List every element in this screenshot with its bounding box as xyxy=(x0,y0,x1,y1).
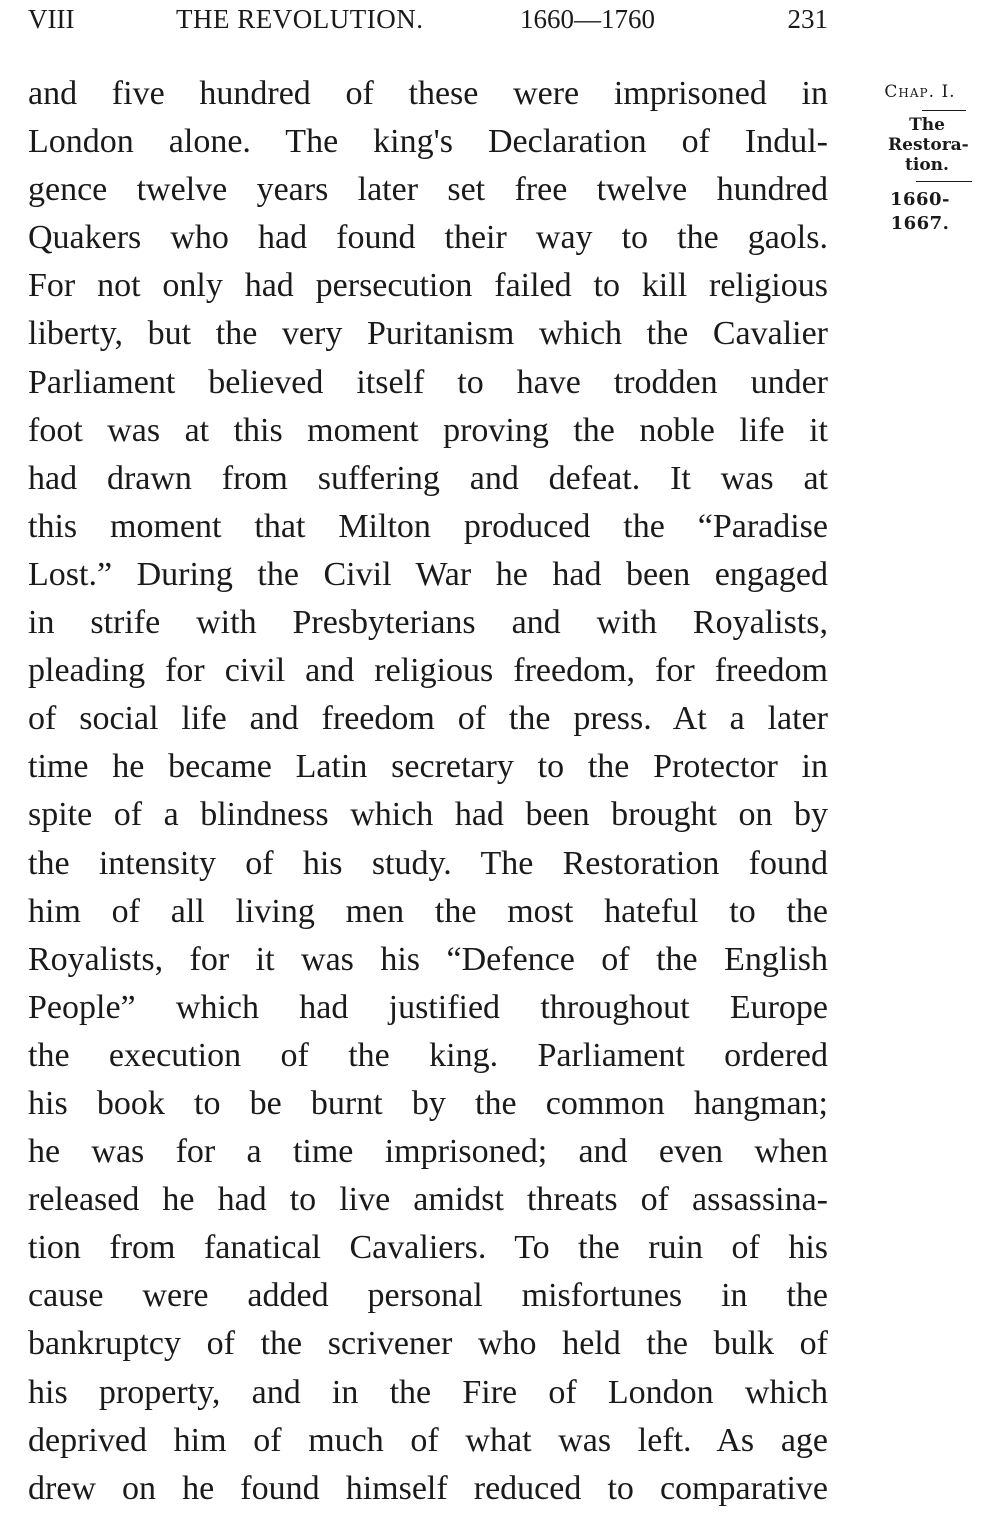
margin-topic-line: Restora- xyxy=(888,135,969,155)
text-line: tion from fanatical Cavaliers. To the ruin of his xyxy=(28,1229,828,1267)
text-line: pleading for civil and religious freedom, for freedom xyxy=(28,652,828,690)
text-line: Lost.” During the Civil War he had been engaged xyxy=(28,555,828,593)
text-line: the intensity of his study. The Restoration found xyxy=(28,844,828,882)
text-line: foot was at this moment proving the noble life it xyxy=(28,411,828,449)
text-line: in strife with Presbyterians and with Royalists, xyxy=(28,604,828,642)
text-line: time he became Latin secretary to the Protector in xyxy=(28,748,828,786)
text-line: spite of a blindness which had been brought on by xyxy=(28,796,828,834)
text-line: cause were added personal misfortunes in the xyxy=(28,1277,828,1315)
text-line: Royalists, for it was his “Defence of the English xyxy=(28,940,828,978)
text-line: and five hundred of these were imprisoned in xyxy=(28,75,828,112)
text-line: For not only had persecution failed to kill religious xyxy=(28,267,828,305)
text-line: drew on he found himself reduced to comparative xyxy=(28,1469,828,1507)
text-line: London alone. The king's Declaration of Indul- xyxy=(28,123,828,161)
text-line: released he had to live amidst threats of assassina- xyxy=(28,1181,828,1219)
header-years: 1660—1760 xyxy=(520,4,655,34)
text-line: bankruptcy of the scrivener who held the bulk of xyxy=(28,1325,828,1363)
text-line: this moment that Milton produced the “Paradise xyxy=(28,507,828,545)
text-line: his property, and in the Fire of London which xyxy=(28,1373,828,1411)
body-text xyxy=(28,70,828,1513)
text-line: Parliament believed itself to have trodden under xyxy=(28,363,828,401)
text-line: of social life and freedom of the press. At a later xyxy=(28,700,828,738)
text-line: People” which had justified throughout Europe xyxy=(28,988,828,1026)
text-line: the execution of the king. Parliament ordered xyxy=(28,1036,828,1074)
header-section-number: VIII xyxy=(28,4,75,34)
marginal-notes xyxy=(848,80,978,236)
margin-rule xyxy=(916,181,972,182)
text-line: gence twelve years later set free twelve hundred xyxy=(28,171,828,209)
text-line: his book to be burnt by the common hangman; xyxy=(28,1084,828,1122)
text-line: Quakers who had found their way to the gaols. xyxy=(28,219,828,257)
margin-topic-line: The xyxy=(909,115,945,135)
margin-topic-line: tion. xyxy=(905,155,949,175)
header-title: THE REVOLUTION. xyxy=(176,4,424,34)
margin-chapter: Chap. I. xyxy=(884,82,956,102)
text-line: he was for a time imprisoned; and even when xyxy=(28,1133,828,1171)
text-line: liberty, but the very Puritanism which the Cavalier xyxy=(28,315,828,353)
margin-rule xyxy=(922,110,966,111)
margin-dates: 1660-1667. xyxy=(889,189,951,234)
text-line: deprived him of much of what was left. As age xyxy=(28,1421,828,1459)
text-line: had drawn from suffering and defeat. It was at xyxy=(28,459,828,497)
running-header xyxy=(28,2,828,36)
page-number: 231 xyxy=(787,4,828,34)
text-line: him of all living men the most hateful to the xyxy=(28,892,828,930)
